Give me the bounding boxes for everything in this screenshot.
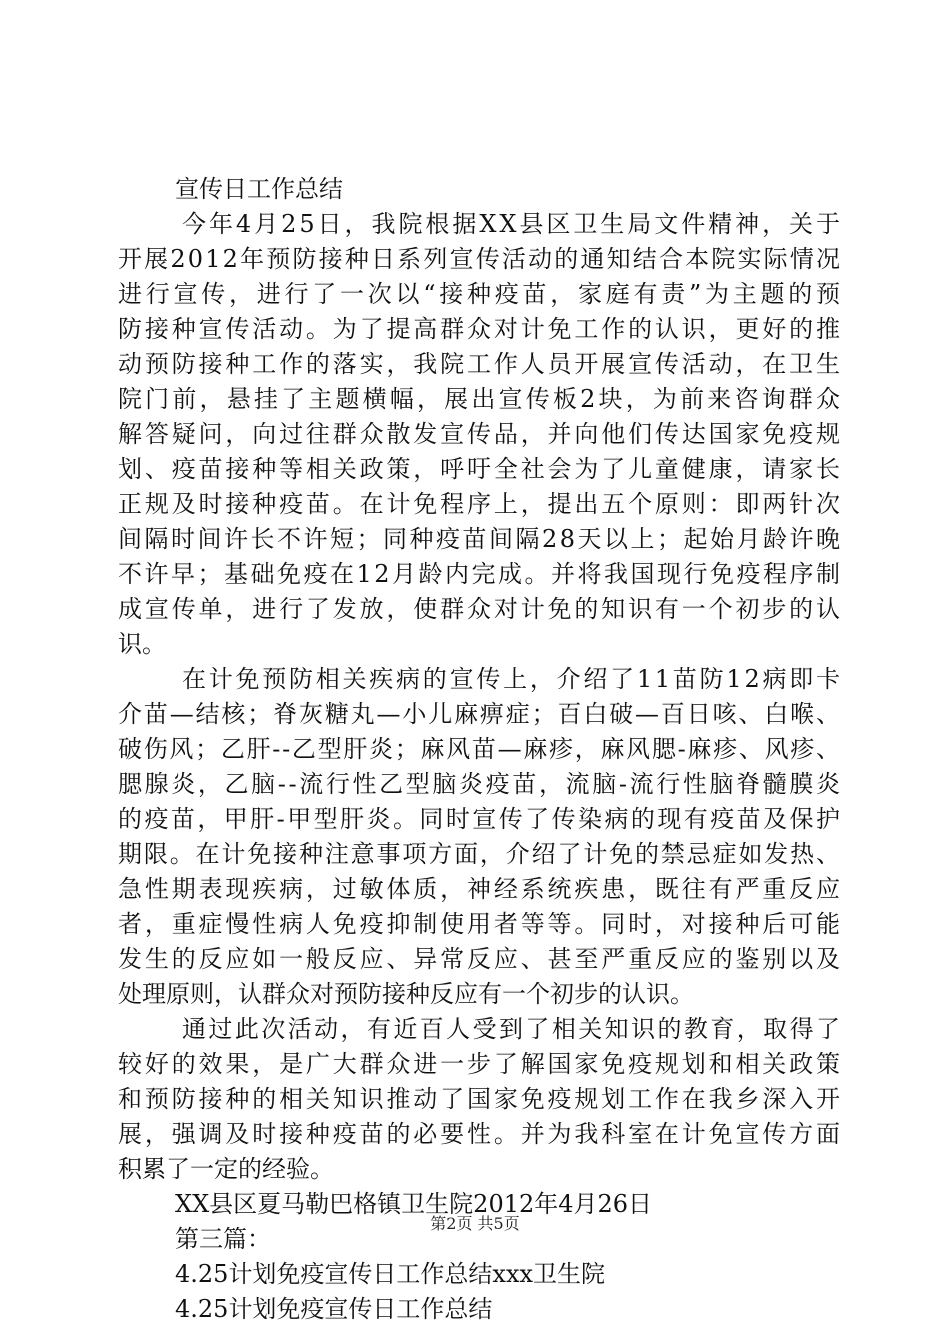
- text-line: 较好的效果，是广大群众进一步了解国家免疫规划和相关政策: [118, 1050, 843, 1078]
- text-line: 介苗—结核；脊灰糖丸—小儿麻痹症；百白破—百日咳、白喉、: [118, 700, 842, 728]
- text-line: 第三篇：: [175, 1225, 271, 1253]
- text-line: 者，重症慢性病人免疫抑制使用者等等。同时，对接种后可能: [118, 910, 843, 938]
- text-line: 间隔时间许长不许短；同种疫苗间隔28天以上；起始月龄许晚: [118, 525, 843, 553]
- text-line: 和预防接种的相关知识推动了国家免疫规划工作在我乡深入开: [118, 1085, 843, 1113]
- text-line: 防接种宣传活动。为了提高群众对计免工作的认识，更好的推: [118, 315, 843, 343]
- text-line: 动预防接种工作的落实，我院工作人员开展宣传活动，在卫生: [118, 350, 843, 378]
- text-line: 积累了一定的经验。: [118, 1155, 334, 1183]
- text-line: 院门前，悬挂了主题横幅，展出宣传板2块，为前来咨询群众: [118, 385, 844, 413]
- text-line: 急性期表现疾病，过敏体质，神经系统疾患，既往有严重反应: [118, 875, 843, 903]
- text-line: 今年4月25日，我院根据XX县区卫生局文件精神，关于: [182, 210, 843, 238]
- text-line: 正规及时接种疫苗。在计免程序上，提出五个原则：即两针次: [118, 490, 843, 518]
- text-line: 进行宣传，进行了一次以“接种疫苗，家庭有责”为主题的预: [118, 280, 844, 308]
- text-line: 展，强调及时接种疫苗的必要性。并为我科室在计免宣传方面: [118, 1120, 843, 1148]
- text-line: 处理原则，认群众对预防接种反应有一个初步的认识。: [118, 980, 694, 1008]
- text-line: 宣传日工作总结: [175, 175, 343, 203]
- text-line: 发生的反应如一般反应、异常反应、甚至严重反应的鉴别以及: [118, 945, 843, 973]
- document-body: [118, 172, 844, 1327]
- text-line: 划、疫苗接种等相关政策，呼吁全社会为了儿童健康，请家长: [118, 455, 843, 483]
- text-line: 不许早；基础免疫在12月龄内完成。并将我国现行免疫程序制: [118, 560, 843, 588]
- text-line: 腮腺炎，乙脑--流行性乙型脑炎疫苗，流脑-流行性脑脊髓膜炎: [118, 770, 843, 798]
- text-line: 通过此次活动，有近百人受到了相关知识的教育，取得了: [182, 1015, 843, 1043]
- text-line: 成宣传单，进行了发放，使群众对计免的知识有一个初步的认: [118, 595, 843, 623]
- text-line: 识。: [118, 630, 166, 658]
- text-line: 的疫苗，甲肝-甲型肝炎。同时宣传了传染病的现有疫苗及保护: [118, 805, 843, 833]
- page-footer: 第2页 共5页: [430, 1214, 520, 1233]
- text-line: 4.25计划免疫宣传日工作总结: [175, 1295, 493, 1323]
- text-line: 期限。在计免接种注意事项方面，介绍了计免的禁忌症如发热、: [118, 840, 842, 868]
- text-line: 在计免预防相关疾病的宣传上，介绍了11苗防12病即卡: [182, 665, 843, 693]
- text-line: 破伤风；乙肝--乙型肝炎；麻风苗—麻疹，麻风腮-麻疹、风疹、: [118, 735, 842, 763]
- text-line: 4.25计划免疫宣传日工作总结xxx卫生院: [175, 1260, 606, 1288]
- text-line: 解答疑问，向过往群众散发宣传品，并向他们传达国家免疫规: [118, 420, 843, 448]
- text-line: 开展2012年预防接种日系列宣传活动的通知结合本院实际情况: [118, 245, 843, 273]
- text-line: XX县区夏马勒巴格镇卫生院2012年4月26日: [175, 1190, 653, 1218]
